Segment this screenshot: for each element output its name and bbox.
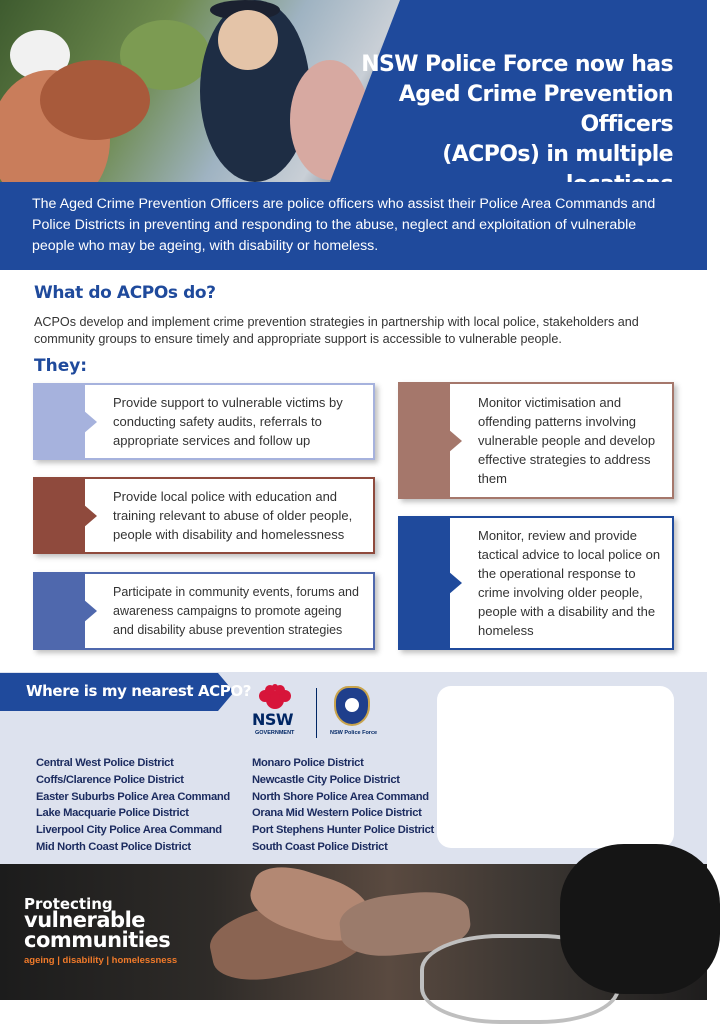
page-title bbox=[343, 50, 673, 200]
lead-paragraph: ACPOs develop and implement crime prevention strategies in partnership with local police, stakeholders and community groups to ensure timely and appropriate support is accessible to vulnerable people. bbox=[34, 315, 639, 346]
location-list-right bbox=[252, 755, 434, 856]
duty-card-text: Monitor victimisation and offending patterns involving vulnerable people and develop effective strategies to address them bbox=[478, 395, 656, 486]
footer-line: vulnerable bbox=[24, 908, 146, 932]
logo-divider bbox=[316, 688, 317, 738]
arrow-right-icon bbox=[448, 429, 462, 453]
duty-card-support bbox=[33, 383, 375, 460]
nearest-heading: Where is my nearest ACPO? bbox=[26, 682, 252, 700]
duty-card-text: Monitor, review and provide tactical advice to local police on the operational response to crime involving older people, people with a disability and the homeless bbox=[478, 528, 661, 638]
duty-card-text: Participate in community events, forums and awareness campaigns to promote ageing and disability abuse prevention strategies bbox=[113, 584, 359, 637]
nsw-wordmark: NSW bbox=[252, 710, 294, 729]
list-item: Monaro Police District bbox=[252, 757, 364, 769]
list-item: Easter Suburbs Police Area Command bbox=[36, 790, 230, 803]
location-list-left bbox=[36, 755, 230, 856]
arrow-right-icon bbox=[83, 504, 97, 528]
arrow-right-icon bbox=[83, 410, 97, 434]
duty-card-education bbox=[33, 477, 375, 554]
list-item: Coffs/Clarence Police District bbox=[36, 773, 184, 786]
list-item: Central West Police District bbox=[36, 757, 174, 769]
list-item: Mid North Coast Police District bbox=[36, 840, 191, 853]
footer-campaign-title bbox=[24, 910, 170, 950]
footer-tagline: ageing | disability | homelessness bbox=[24, 955, 178, 966]
nsw-police-badge-icon bbox=[334, 686, 370, 726]
list-item: Lake Macquarie Police District bbox=[36, 807, 189, 820]
list-item: Port Stephens Hunter Police District bbox=[252, 824, 434, 837]
nsw-waratah-logo-icon bbox=[250, 684, 300, 710]
list-item: North Shore Police Area Command bbox=[252, 790, 429, 803]
nsw-government-label: GOVERNMENT bbox=[255, 730, 295, 736]
section-heading-what: What do ACPOs do? bbox=[34, 283, 216, 303]
arrow-right-icon bbox=[448, 571, 462, 595]
list-item: Orana Mid Western Police District bbox=[252, 807, 422, 820]
contact-box bbox=[437, 686, 674, 848]
they-heading: They: bbox=[34, 356, 88, 376]
header bbox=[0, 0, 707, 182]
duty-card-community bbox=[33, 572, 375, 650]
list-item: Liverpool City Police Area Command bbox=[36, 824, 222, 837]
list-item: Newcastle City Police District bbox=[252, 773, 400, 786]
logos bbox=[250, 684, 390, 744]
footer-line: communities bbox=[24, 928, 171, 952]
arrow-right-icon bbox=[83, 599, 97, 623]
intro-text: The Aged Crime Prevention Officers are police officers who assist their Police Area Commands and Police Districts in preventing and responding to the abuse, neglect and exploitation of vulnerable people who may be ageing, with disability or homeless. bbox=[0, 182, 707, 270]
duty-card-text: Provide local police with education and training relevant to abuse of older people, people with disability and homelessness bbox=[113, 489, 353, 542]
title-line: Aged Crime Prevention Officers bbox=[398, 82, 673, 137]
title-line: NSW Police Force now has bbox=[361, 52, 673, 77]
nsw-police-force-label: NSW Police Force bbox=[330, 730, 378, 736]
title-line: (ACPOs) in multiple bbox=[442, 142, 673, 167]
duty-card-text: Provide support to vulnerable victims by conducting safety audits, referrals to appropriate services and follow up bbox=[113, 395, 343, 448]
footer-protecting: Protecting bbox=[24, 895, 113, 913]
duty-card-monitor-victimisation bbox=[398, 382, 674, 499]
duty-card-tactical-advice bbox=[398, 516, 674, 650]
list-item: South Coast Police District bbox=[252, 840, 388, 853]
